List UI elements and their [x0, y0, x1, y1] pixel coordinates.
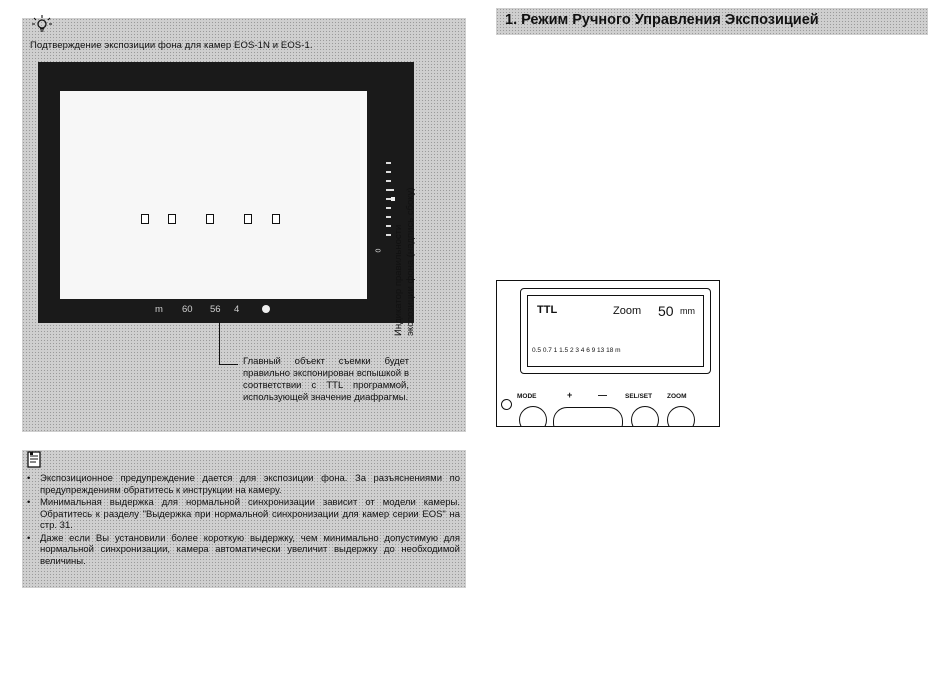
lcd-panel [520, 288, 711, 374]
vf-aperture: 56 [210, 304, 221, 315]
lcd-zoom-label: Zoom [613, 305, 642, 317]
section-heading-bar [496, 8, 928, 35]
note-item: • Экспозиционное предупреждение дается для экспозиции фона. За разъяснениями по предупреждениям обратитесь к инструкции на камеру. [26, 473, 460, 496]
viewfinder-info-line [38, 304, 414, 316]
lcd-zoom-value: 50 [658, 303, 674, 319]
scale-tick [386, 225, 391, 227]
vf-comp: 4 [234, 304, 240, 315]
mode-button-label: MODE [517, 393, 537, 400]
zoom-button[interactable] [667, 406, 695, 427]
selset-button[interactable] [631, 406, 659, 427]
side-annotation-line1: Индикатор правильности [393, 224, 404, 336]
lcd-distance-scale: 0.5 0.7 1 1.5 2 3 4 6 9 13 18 m [532, 347, 621, 354]
plus-minus-button[interactable] [553, 407, 623, 427]
af-point [244, 214, 252, 224]
zoom-button-label: ZOOM [667, 393, 687, 400]
af-point [168, 214, 176, 224]
scale-tick [386, 162, 391, 164]
note-item: • Минимальная выдержка для нормальной синхронизации зависит от модели камеры. Обратитесь к разделу "Выдержка при нормальной синхронизации для камер серии EOS" на стр. 31. [26, 497, 460, 532]
minus-button-label: — [598, 390, 607, 400]
bulb-icon [31, 14, 53, 36]
mode-button[interactable] [519, 406, 547, 427]
viewfinder-frame [60, 91, 367, 299]
af-point [272, 214, 280, 224]
side-annotation [393, 78, 423, 336]
scale-tick [386, 234, 391, 236]
callout-line [219, 322, 238, 365]
figure-caption: Подтверждение экспозиции фона для камер EOS-1N и EOS-1. [30, 40, 313, 51]
viewfinder [38, 62, 414, 323]
scale-tick [386, 180, 391, 182]
flash-control-panel [496, 280, 720, 427]
af-point [206, 214, 214, 224]
lcd-zoom-unit: mm [680, 306, 695, 316]
scale-tick [386, 171, 391, 173]
scale-tick [386, 216, 391, 218]
scale-tick [386, 207, 391, 209]
notes-panel [22, 450, 466, 588]
af-point [141, 214, 149, 224]
flash-ready-icon [262, 305, 270, 313]
selset-button-label: SEL/SET [625, 393, 653, 400]
lcd-screen [527, 295, 704, 367]
viewfinder-illustration-panel [22, 18, 466, 432]
scale-zero-label: 0 [375, 248, 383, 253]
note-icon [27, 451, 43, 468]
pilot-lamp [501, 399, 512, 410]
vf-shutter: 60 [182, 304, 193, 315]
side-annotation-line2: экспозиции фона (надпись сбоку) [405, 187, 416, 336]
note-item: • Даже если Вы установили более короткую выдержку, чем минимально допустимую для нормальной синхронизации, камера автоматически увеличит выдержку до необходимой величины. [26, 533, 460, 568]
section-heading: 1. Режим Ручного Управления Экспозицией [505, 12, 819, 28]
callout-text: Главный объект съемки будет правильно экспонирован вспышкой в соответствии с TTL программой, использующей значение диафрагмы. [243, 356, 409, 403]
vf-mode: m [155, 304, 163, 315]
notes-list [26, 473, 460, 568]
lcd-mode: TTL [537, 304, 558, 316]
plus-button-label: + [567, 390, 573, 400]
